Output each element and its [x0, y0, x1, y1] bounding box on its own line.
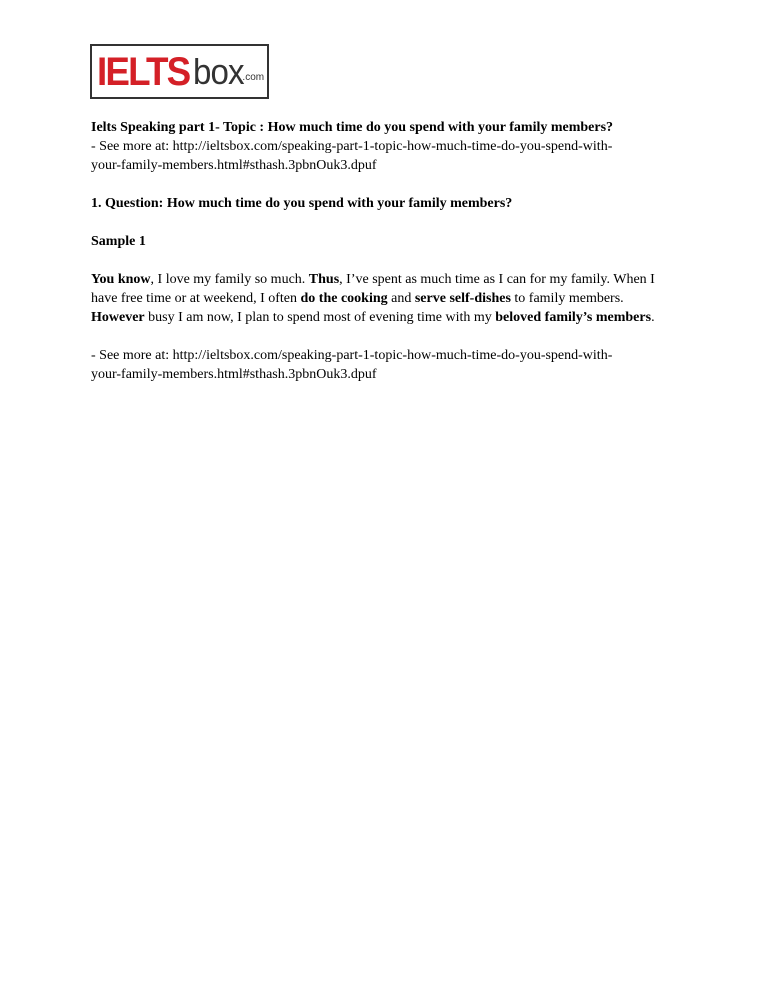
answer-paragraph [91, 270, 671, 327]
footer-link-line2: your-family-members.html#sthash.3pbnOuk3.dpuf [91, 367, 377, 382]
answer-bold-1: You know [91, 272, 151, 287]
question-heading: 1. Question: How much time do you spend with your family members? [91, 196, 513, 211]
footer-block [91, 346, 671, 384]
header-block [91, 118, 671, 175]
logo-com-text: .com [242, 72, 265, 83]
answer-text-5: busy I am now, I plan to spend most of evening time with my [144, 310, 496, 325]
answer-bold-5: However [91, 310, 145, 325]
question-block [91, 194, 671, 213]
sample-heading: Sample 1 [91, 234, 146, 249]
answer-bold-2: Thus [308, 272, 340, 287]
ieltsbox-logo [90, 44, 269, 99]
sample-block [91, 232, 671, 251]
footer-link-line1: - See more at: http://ieltsbox.com/speaking-part-1-topic-how-much-time-do-you-spend-with- [91, 348, 613, 363]
logo-box-text: box [193, 50, 245, 92]
document-title: Ielts Speaking part 1- Topic : How much time do you spend with your family members? [91, 120, 614, 135]
answer-text-6: . [651, 310, 655, 325]
answer-bold-6: beloved family’s members [495, 310, 652, 325]
answer-text-4: to family members. [510, 291, 624, 306]
answer-bold-4: serve self-dishes [414, 291, 511, 306]
document-body [91, 118, 671, 403]
source-link-line1: - See more at: http://ieltsbox.com/speaking-part-1-topic-how-much-time-do-you-spend-with- [91, 139, 613, 154]
logo-ielts-text: IELTS [97, 49, 190, 94]
source-link-line2: your-family-members.html#sthash.3pbnOuk3.dpuf [91, 158, 377, 173]
answer-text-2: , I’ve spent as much time as I can for my family. When I have free time or at weekend, I often [91, 272, 655, 306]
answer-bold-3: do the cooking [300, 291, 388, 306]
answer-text-3: and [387, 291, 415, 306]
answer-text-1: , I love my family so much. [150, 272, 309, 287]
